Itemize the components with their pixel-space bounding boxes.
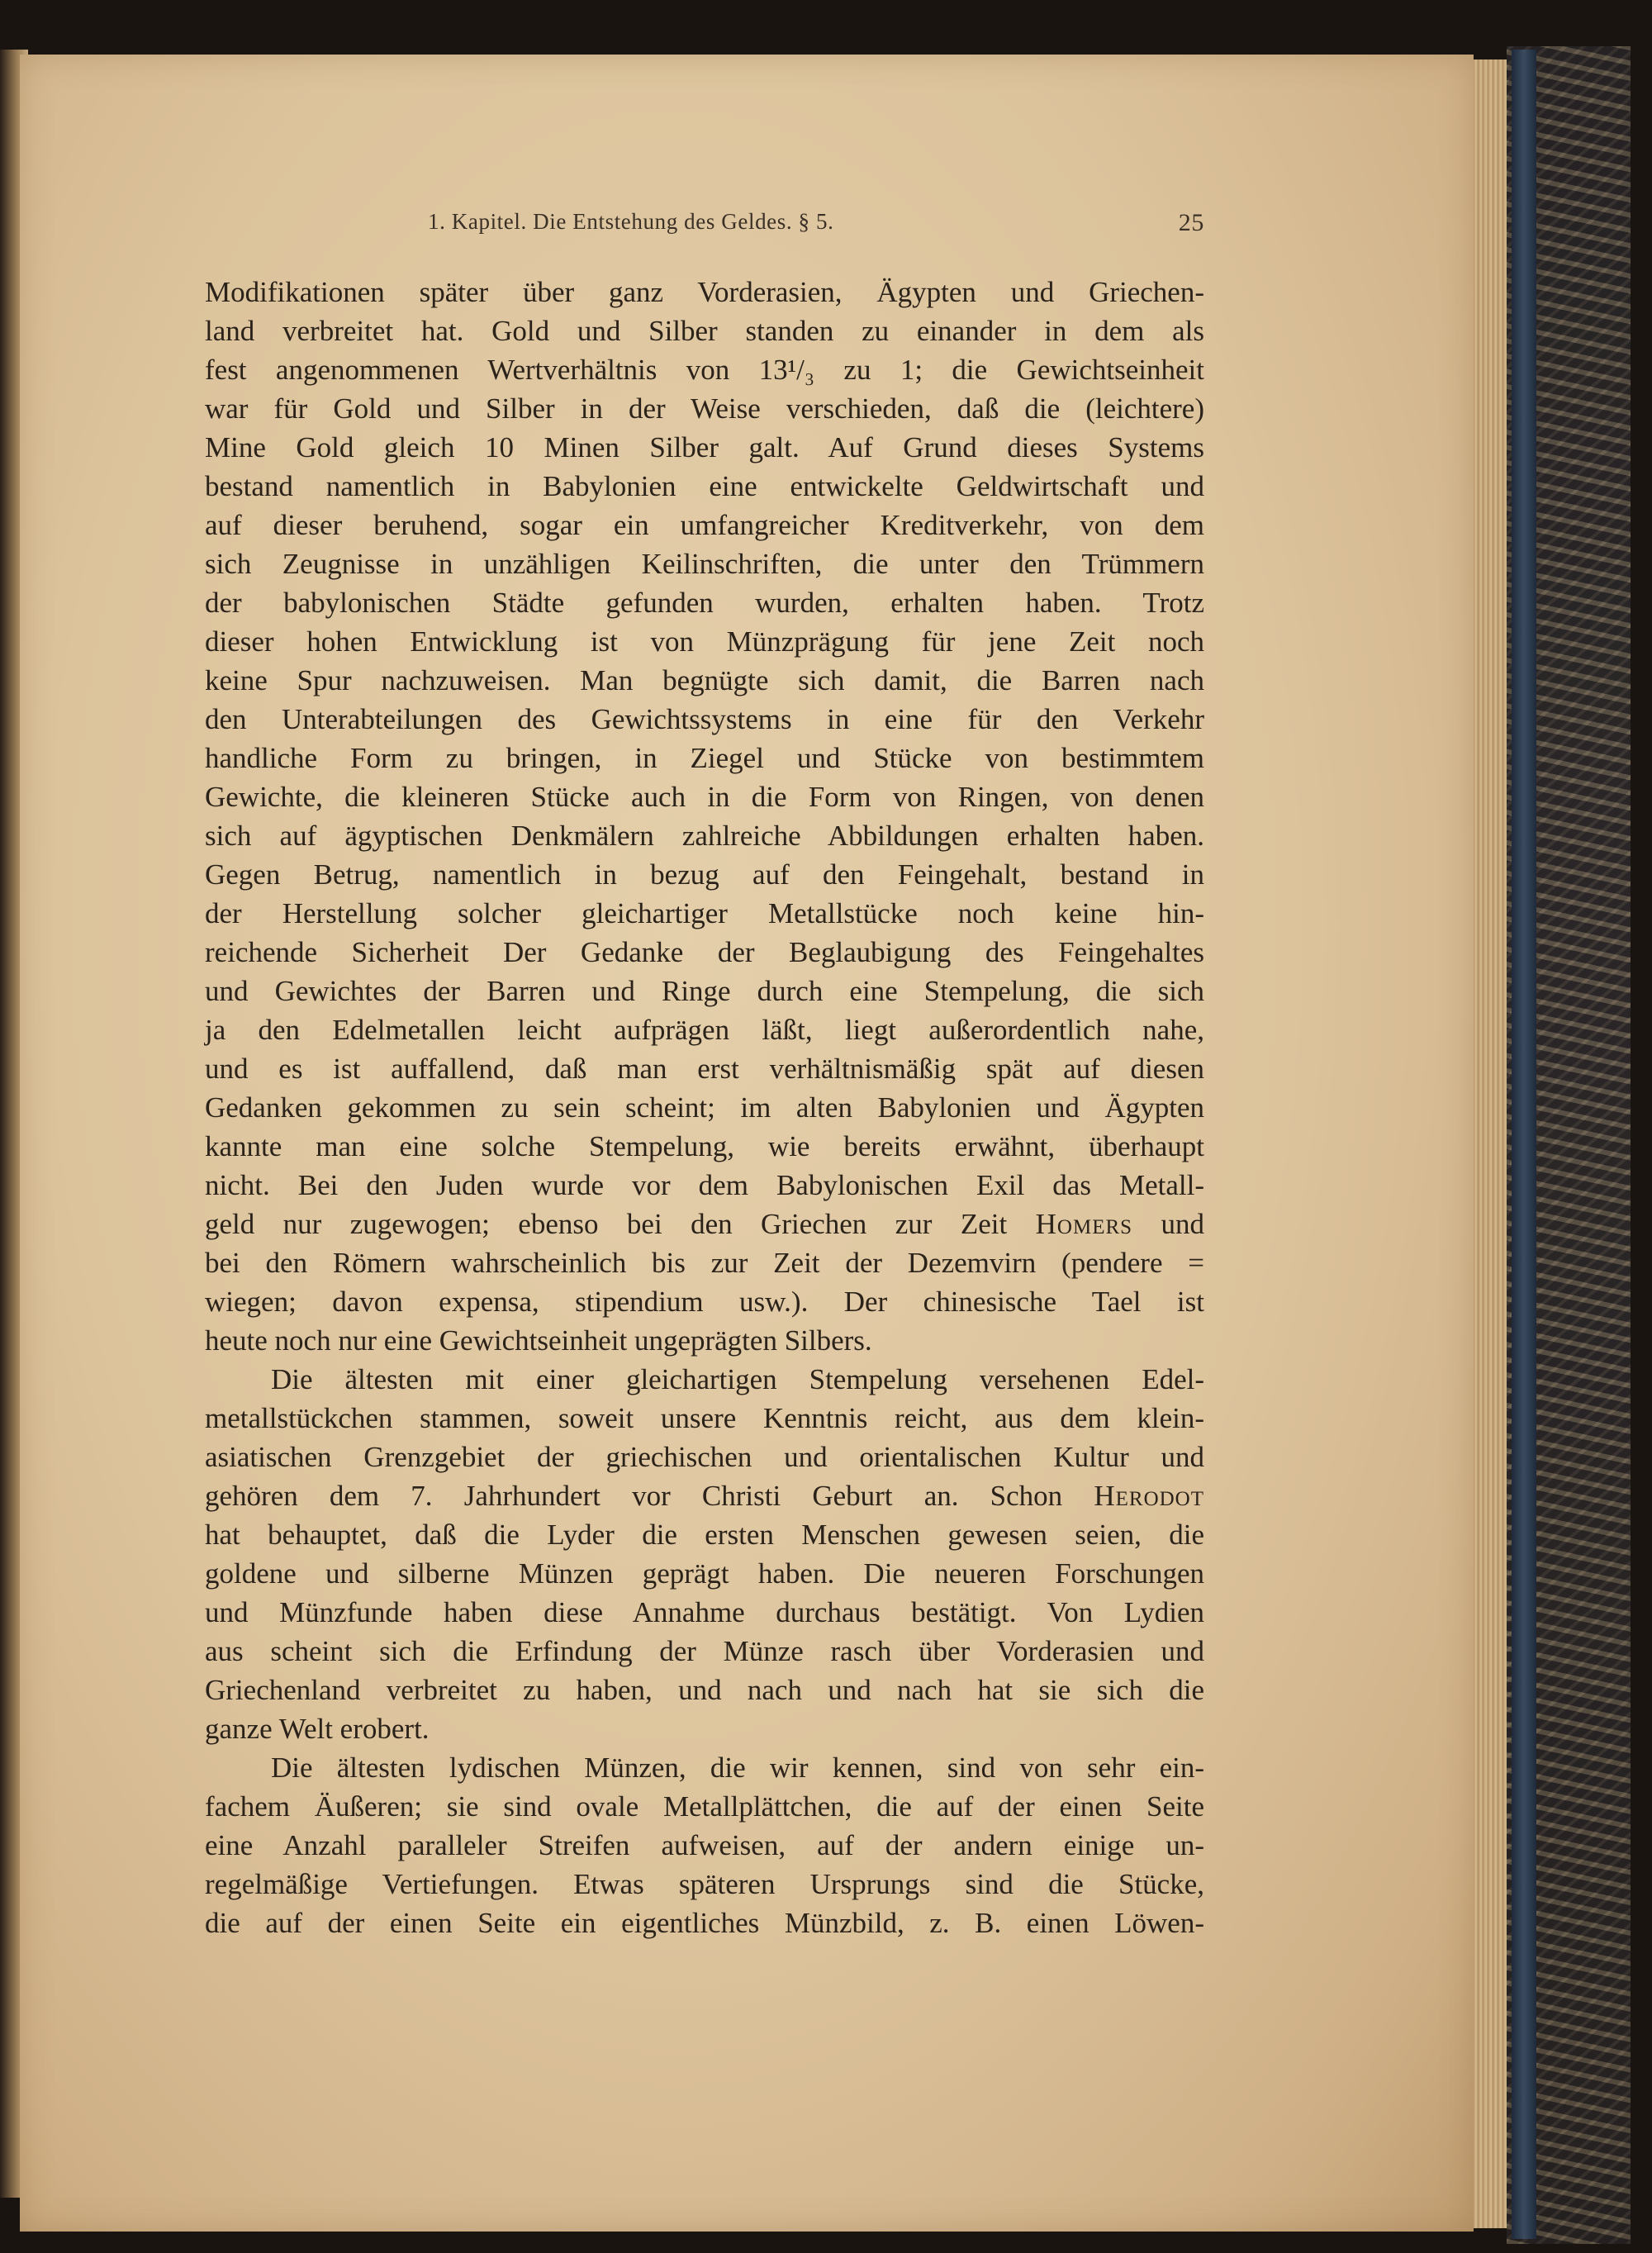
text-line: handliche Form zu bringen, in Ziegel und Stücke von bestimmtem	[205, 742, 1204, 774]
text-line: land verbreitet hat. Gold und Silber standen zu einander in dem als	[205, 315, 1204, 347]
body-text	[205, 273, 1204, 1942]
text-line: Gegen Betrug, namentlich in bezug auf den Feingehalt, bestand in	[205, 858, 1204, 891]
text-line: bei den Römern wahrscheinlich bis zur Zeit der Dezemvirn (pendere =	[205, 1247, 1204, 1279]
text-line: Griechenland verbreitet zu haben, und nach und nach hat sie sich die	[205, 1674, 1204, 1706]
text-line: der babylonischen Städte gefunden wurden, erhalten haben. Trotz	[205, 587, 1204, 619]
text-line: aus scheint sich die Erfindung der Münze rasch über Vorderasien und	[205, 1635, 1204, 1667]
text-line: kannte man eine solche Stempelung, wie bereits erwähnt, überhaupt	[205, 1130, 1204, 1162]
text-line: und es ist auffallend, daß man erst verhältnismäßig spät auf diesen	[205, 1053, 1204, 1085]
text-line: sich Zeugnisse in unzähligen Keilinschriften, die unter den Trümmern	[205, 548, 1204, 580]
text-line: fachem Äußeren; sie sind ovale Metallplättchen, die auf der einen Seite	[205, 1790, 1204, 1823]
text-line: den Unterabteilungen des Gewichtssystems in eine für den Verkehr	[205, 703, 1204, 735]
text-line: nicht. Bei den Juden wurde vor dem Babylonischen Exil das Metall-	[205, 1169, 1204, 1201]
page-number: 25	[1178, 209, 1204, 236]
running-head	[205, 209, 1204, 242]
text-line: und Münzfunde haben diese Annahme durchaus bestätigt. Von Lydien	[205, 1596, 1204, 1628]
text-line: bestand namentlich in Babylonien eine entwickelte Geldwirtschaft und	[205, 470, 1204, 502]
text-line: heute noch nur eine Gewichtseinheit ungeprägten Silbers.	[205, 1324, 872, 1357]
paragraph	[205, 1360, 1204, 1748]
text-line: Mine Gold gleich 10 Minen Silber galt. Auf Grund dieses Systems	[205, 431, 1204, 463]
text-line: Modifikationen später über ganz Vorderasien, Ägypten und Griechen-	[205, 276, 1204, 308]
text-line: dieser hohen Entwicklung ist von Münzprägung für jene Zeit noch	[205, 625, 1204, 658]
text-line: hat behauptet, daß die Lyder die ersten Menschen gewesen seien, die	[205, 1519, 1204, 1551]
text-line: sich auf ägyptischen Denkmälern zahlreiche Abbildungen erhalten haben.	[205, 820, 1204, 852]
text-line: Gedanken gekommen zu sein scheint; im alten Babylonien und Ägypten	[205, 1091, 1204, 1124]
text-line: und Gewichtes der Barren und Ringe durch eine Stempelung, die sich	[205, 975, 1204, 1007]
text-line: reichende Sicherheit Der Gedanke der Beglaubigung des Feingehaltes	[205, 936, 1204, 968]
text-line: goldene und silberne Münzen geprägt haben. Die neueren Forschungen	[205, 1557, 1204, 1590]
text-line: auf dieser beruhend, sogar ein umfangreicher Kreditverkehr, von dem	[205, 509, 1204, 541]
text-line: Die ältesten lydischen Münzen, die wir kennen, sind von sehr ein-	[271, 1752, 1204, 1784]
cover-spine	[1512, 50, 1536, 2239]
text-line: Gewichte, die kleineren Stücke auch in die Form von Ringen, von denen	[205, 781, 1204, 813]
text-line: ja den Edelmetallen leicht aufprägen läßt, liegt außerordentlich nahe,	[205, 1014, 1204, 1046]
running-head-title: 1. Kapitel. Die Entstehung des Geldes. § 5.	[428, 209, 834, 234]
text-line: war für Gold und Silber in der Weise verschieden, daß die (leichtere)	[205, 392, 1204, 425]
paragraph	[205, 273, 1204, 1360]
text-line: keine Spur nachzuweisen. Man begnügte sich damit, die Barren nach	[205, 664, 1204, 696]
text-line: ganze Welt erobert.	[205, 1713, 430, 1745]
small-caps-name: Homers	[1035, 1208, 1133, 1240]
small-caps-name: Herodot	[1094, 1480, 1204, 1512]
text-line: Die ältesten mit einer gleichartigen Stempelung versehenen Edel-	[271, 1363, 1204, 1395]
text-line: asiatischen Grenzgebiet der griechischen und orientalischen Kultur und	[205, 1441, 1204, 1473]
text-line: fest angenommenen Wertverhältnis von 13¹/₃ zu 1; die Gewichtseinheit	[205, 354, 1204, 386]
text-line: der Herstellung solcher gleichartiger Metallstücke noch keine hin-	[205, 897, 1204, 929]
text-line: gehören dem 7. Jahrhundert vor Christi Geburt an. Schon Herodot	[205, 1480, 1204, 1512]
text-line: regelmäßige Vertiefungen. Etwas späteren Ursprungs sind die Stücke,	[205, 1868, 1204, 1900]
paragraph	[205, 1748, 1204, 1942]
page-fore-edge	[1474, 59, 1507, 2228]
text-line: eine Anzahl paralleler Streifen aufweisen, auf der andern einige un-	[205, 1829, 1204, 1861]
text-line: wiegen; davon expensa, stipendium usw.). Der chinesische Tael ist	[205, 1286, 1204, 1318]
text-line: metallstückchen stammen, soweit unsere Kenntnis reicht, aus dem klein-	[205, 1402, 1204, 1434]
text-line: die auf der einen Seite ein eigentliches Münzbild, z. B. einen Löwen-	[205, 1907, 1204, 1939]
text-line: geld nur zugewogen; ebenso bei den Griechen zur Zeit Homers und	[205, 1208, 1204, 1240]
